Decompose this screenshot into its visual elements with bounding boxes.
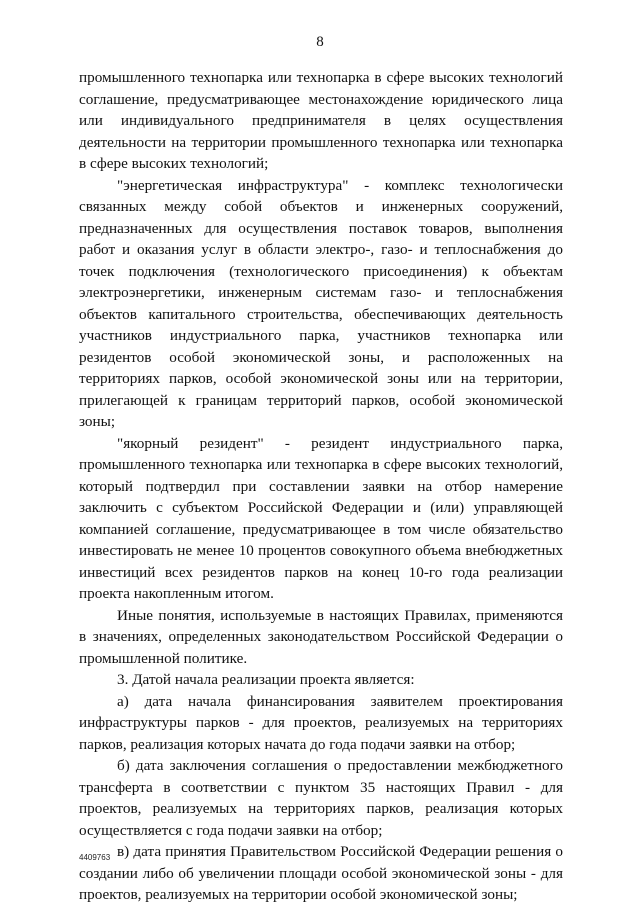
- paragraph-3: "якорный резидент" - резидент индустриального парка, промышленного технопарка или технопарка в сфере высоких технологий, который подтвердил при составлении заявки на отбор намерение заключить с субъектом Российской Федерации и (или) управляющей компанией соглашение, предусматривающее в том числе обязательство инвестировать не менее 10 процентов совокупного объема внебюджетных инвестиций всех резидентов парков на конец 10-го года реализации проекта накопленным итогом.: [79, 434, 563, 602]
- document-body: [79, 67, 563, 906]
- document-id: 4409763: [79, 853, 111, 862]
- paragraph-6: а) дата начала финансирования заявителем проектирования инфраструктуры парков - для проектов, реализуемых на территориях парков, реализация которых начата до года подачи заявки на отбор;: [79, 692, 563, 753]
- paragraph-7: б) дата заключения соглашения о предоставлении межбюджетного трансферта в соответствии с пунктом 35 настоящих Правил - для проектов, реализуемых на территориях парков, реализация которых осуществляется с года подачи заявки на отбор;: [79, 757, 563, 839]
- paragraph-5: 3. Датой начала реализации проекта является:: [117, 671, 415, 688]
- paragraph-2: "энергетическая инфраструктура" - комплекс технологически связанных между собой объектов и инженерных сооружений, предназначенных для осуществления поставок товаров, выполнения работ и оказания услуг в области электро-, газо- и теплоснабжения до точек подключения (технологического присоединения) к объектам электроэнергетики, инженерным системам газо- и теплоснабжения объектов капитального строительства, обеспечивающих деятельность участников индустриального парка, участников технопарка или резидентов особой экономической зоны, и расположенных на территориях парков, особой экономической зоны или на территории, прилегающей к границам территорий парков, особой экономической зоны;: [79, 176, 563, 430]
- page-number: 8: [316, 34, 324, 50]
- paragraph-8: в) дата принятия Правительством Российской Федерации решения о создании либо об увеличении площади особой экономической зоны - для проектов, реализуемых на территории особой экономической зоны;: [79, 843, 563, 903]
- paragraph-1: промышленного технопарка или технопарка в сфере высоких технологий соглашение, предусматривающее местонахождение юридического лица или индивидуального предпринимателя в целях осуществления деятельности на территории промышленного технопарка или технопарка в сфере высоких технологий;: [79, 69, 563, 172]
- paragraph-4: Иные понятия, используемые в настоящих Правилах, применяются в значениях, определенных законодательством Российской Федерации о промышленной политике.: [79, 606, 563, 667]
